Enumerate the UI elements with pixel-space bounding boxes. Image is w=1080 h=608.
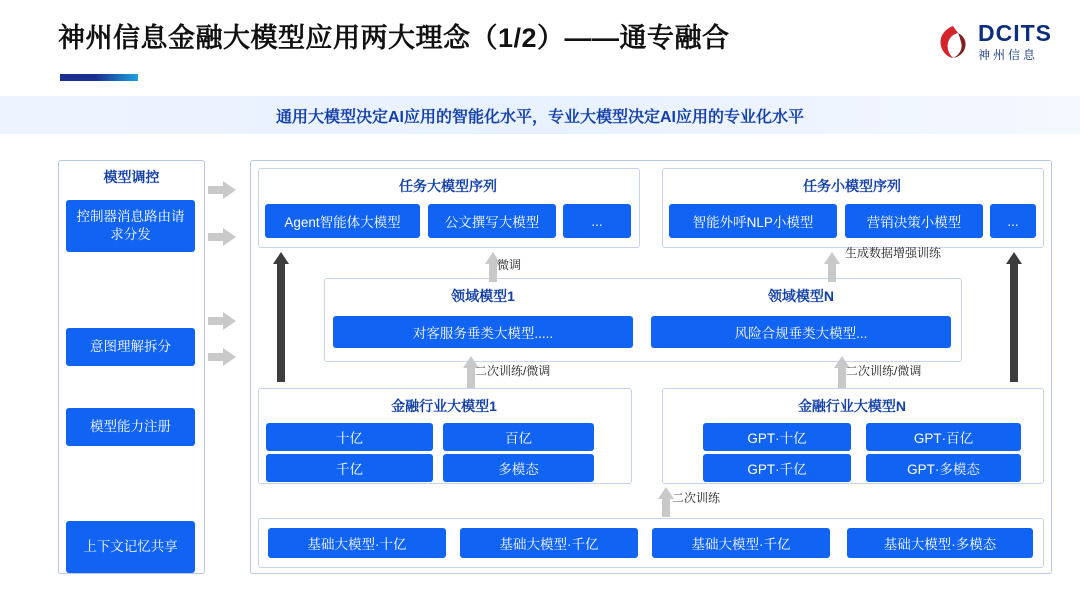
foundation-model-item-1[interactable]: 基础大模型·十亿 [268,528,446,558]
arrow-label-gen-data: 生成数据增强训练 [845,246,942,260]
finance-model-1-title: 金融行业大模型1 [391,398,497,414]
finance-1-item-baiyi[interactable]: 百亿 [443,423,594,451]
title-underline-decoration [60,74,138,81]
domain-model-n-title: 领域模型N [767,288,835,304]
arrow-label-finetune: 微调 [497,258,522,272]
subtitle-text: 通用大模型决定AI应用的智能化水平，专业大模型决定AI应用的专业化水平 [275,108,804,126]
logo-text-en: DCITS [978,20,1052,46]
finance-model-n-title: 金融行业大模型N [797,398,907,414]
model-control-title: 模型调控 [103,169,160,185]
task-small-model-title: 任务小模型序列 [803,178,901,194]
up-arrow-icon-left-tall [273,252,289,382]
finance-n-item-baiyi[interactable]: GPT·百亿 [866,423,1021,451]
finance-n-item-qianyi[interactable]: GPT·千亿 [703,454,851,482]
foundation-model-item-2[interactable]: 基础大模型·千亿 [460,528,638,558]
foundation-model-item-4[interactable]: 基础大模型·多模态 [847,528,1033,558]
arrow-label-second-train-2: 二次训练/微调 [846,364,922,378]
page-title: 神州信息金融大模型应用两大理念（1/2）——通专融合 [58,23,730,53]
model-control-item-router[interactable]: 控制器消息路由请求分发 [66,200,195,252]
right-arrow-icon-3 [208,312,238,330]
up-arrow-icon-gen-data [824,252,840,282]
task-big-item-more[interactable]: ... [563,204,631,238]
model-control-item-context[interactable]: 上下文记忆共享 [66,521,195,573]
domain-model-1-title: 领域模型1 [451,288,515,304]
right-arrow-icon-1 [208,181,238,199]
right-arrow-icon-2 [208,228,238,246]
company-logo [936,22,1052,61]
finance-n-item-shiyi[interactable]: GPT·十亿 [703,423,851,451]
arrow-label-second-train-1: 二次训练/微调 [475,364,551,378]
dcits-logo-mark-icon [936,24,970,60]
up-arrow-icon-right-tall [1006,252,1022,382]
model-control-item-intent[interactable]: 意图理解拆分 [66,328,195,366]
task-small-item-more[interactable]: ... [990,204,1036,238]
domain-model-n-item[interactable]: 风险合规垂类大模型... [651,316,951,348]
model-control-item-registry[interactable]: 模型能力注册 [66,408,195,446]
subtitle-banner [0,96,1080,134]
finance-n-item-multimodal[interactable]: GPT·多模态 [866,454,1021,482]
finance-1-item-multimodal[interactable]: 多模态 [443,454,594,482]
domain-model-1-item[interactable]: 对客服务垂类大模型..... [333,316,633,348]
task-big-item-agent[interactable]: Agent智能体大模型 [265,204,420,238]
task-small-item-marketing[interactable]: 营销决策小模型 [845,204,983,238]
foundation-model-item-3[interactable]: 基础大模型·千亿 [652,528,830,558]
task-big-item-doc[interactable]: 公文撰写大模型 [428,204,556,238]
right-arrow-icon-4 [208,348,238,366]
arrow-label-second-train: 二次训练 [672,491,721,505]
task-small-item-nlp[interactable]: 智能外呼NLP小模型 [669,204,837,238]
logo-text-cn: 神州信息 [978,48,1039,62]
finance-1-item-qianyi[interactable]: 千亿 [266,454,433,482]
task-big-model-title: 任务大模型序列 [399,178,497,194]
finance-1-item-shiyi[interactable]: 十亿 [266,423,433,451]
